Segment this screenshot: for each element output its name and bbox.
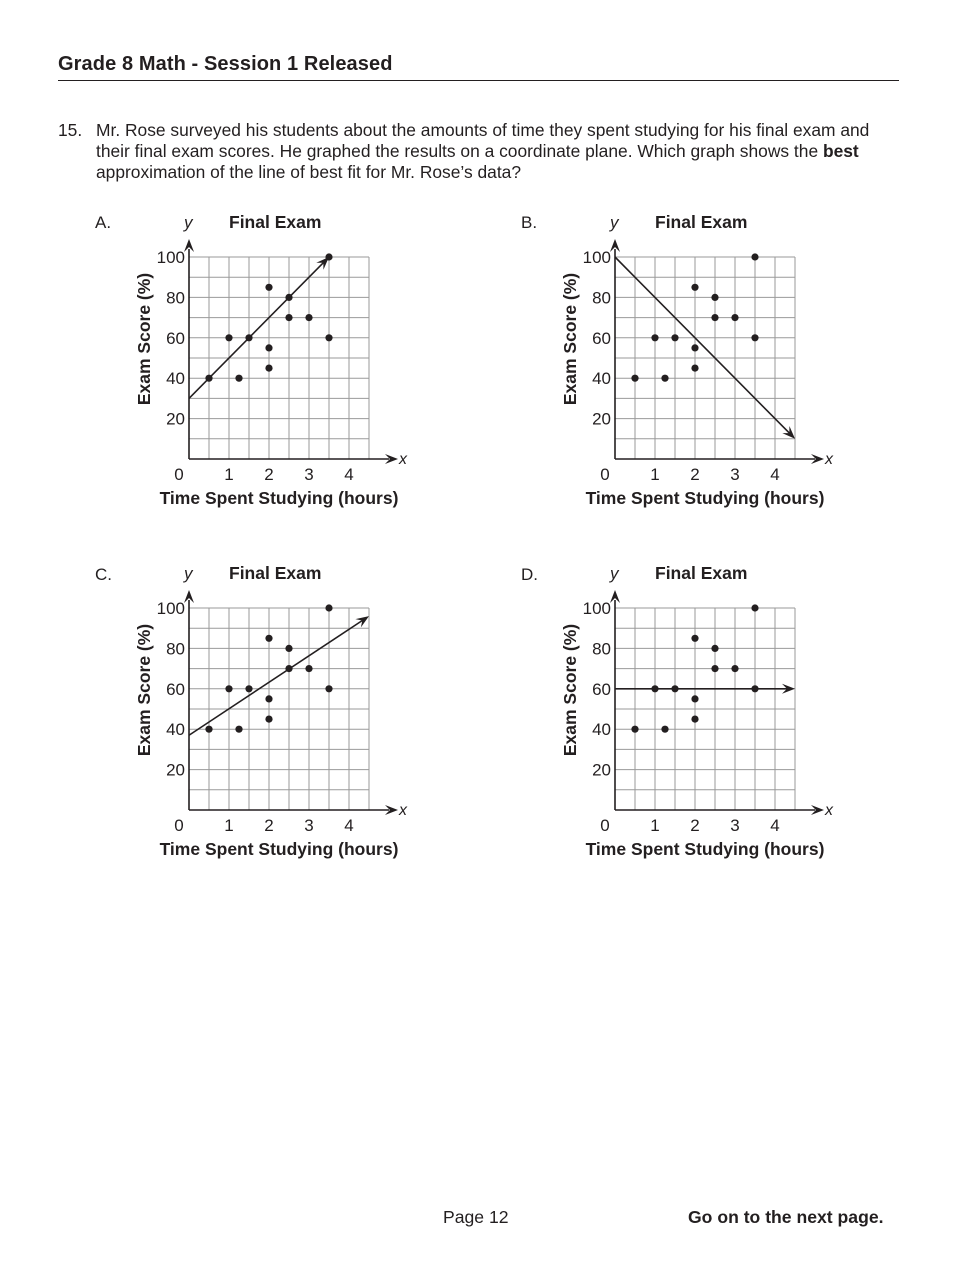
- data-point: [205, 726, 212, 733]
- x-tick-label: 1: [224, 816, 234, 835]
- x-axis-letter: x: [825, 451, 833, 468]
- data-point: [325, 685, 332, 692]
- question-number: 15.: [58, 120, 83, 140]
- y-axis-letter: y: [184, 564, 193, 583]
- data-point: [325, 334, 332, 341]
- option-label: D.: [521, 565, 538, 584]
- y-axis-title: Exam Score (%): [134, 623, 154, 757]
- data-point: [265, 344, 272, 351]
- y-tick-label: 20: [166, 409, 185, 429]
- y-tick-label: 100: [582, 248, 611, 267]
- x-tick-label: 2: [264, 465, 274, 484]
- page-number: Page 12: [443, 1207, 509, 1227]
- data-point: [691, 695, 698, 702]
- data-point: [235, 726, 242, 733]
- data-point: [245, 334, 252, 341]
- question-text-part1: Mr. Rose surveyed his students about the amounts of time they spent studying for his final exam and their final exam scores. He graphed the results on a coordinate plane. Which graph shows the: [96, 120, 870, 161]
- x-tick-label: 1: [650, 465, 660, 484]
- graph-option-c: [95, 563, 408, 859]
- x-tick-label: 2: [690, 816, 700, 835]
- x-tick-label: 0: [600, 465, 610, 484]
- chart-title: Final Exam: [229, 563, 322, 583]
- y-tick-label: 20: [592, 409, 611, 429]
- x-tick-label: 4: [344, 465, 354, 484]
- data-point: [285, 314, 292, 321]
- x-tick-label: 2: [690, 465, 700, 484]
- y-axis-title: Exam Score (%): [134, 272, 154, 406]
- x-axis-letter: x: [825, 802, 833, 819]
- data-point: [691, 716, 698, 723]
- y-tick-label: 20: [592, 760, 611, 780]
- question-text-part2: approximation of the line of best fit for Mr. Rose’s data?: [96, 162, 522, 182]
- data-point: [225, 334, 232, 341]
- data-point: [711, 314, 718, 321]
- data-point: [731, 665, 738, 672]
- x-axis-title: Time Spent Studying (hours): [585, 839, 825, 859]
- chart-title: Final Exam: [655, 563, 748, 583]
- x-tick-label: 4: [344, 816, 354, 835]
- data-point: [305, 314, 312, 321]
- x-tick-label: 3: [304, 465, 314, 484]
- data-point: [691, 365, 698, 372]
- y-tick-label: 20: [166, 760, 185, 780]
- y-tick-label: 100: [582, 599, 611, 618]
- data-point: [751, 604, 758, 611]
- y-axis-title: Exam Score (%): [560, 272, 580, 406]
- data-point: [651, 685, 658, 692]
- y-tick-label: 80: [166, 639, 185, 659]
- x-axis-title: Time Spent Studying (hours): [585, 488, 825, 508]
- data-point: [265, 284, 272, 291]
- chart-title: Final Exam: [229, 212, 322, 232]
- x-axis-title: Time Spent Studying (hours): [159, 839, 399, 859]
- y-tick-label: 80: [592, 639, 611, 659]
- data-point: [651, 334, 658, 341]
- data-point: [711, 665, 718, 672]
- x-tick-label: 4: [770, 816, 780, 835]
- data-point: [691, 635, 698, 642]
- data-point: [205, 375, 212, 382]
- option-label: C.: [95, 565, 112, 584]
- page-header-title: Grade 8 Math - Session 1 Released: [58, 53, 393, 75]
- data-point: [235, 375, 242, 382]
- data-point: [245, 685, 252, 692]
- option-label: B.: [521, 213, 538, 232]
- data-point: [661, 375, 668, 382]
- data-point: [325, 604, 332, 611]
- x-axis-letter: x: [399, 451, 407, 468]
- x-axis-title: Time Spent Studying (hours): [159, 488, 399, 508]
- fit-line: [615, 257, 789, 433]
- data-point: [225, 685, 232, 692]
- graph-option-a: [95, 212, 408, 508]
- data-point: [325, 253, 332, 260]
- chart-title: Final Exam: [655, 212, 748, 232]
- data-point: [265, 716, 272, 723]
- data-point: [285, 294, 292, 301]
- data-point: [691, 284, 698, 291]
- data-point: [751, 685, 758, 692]
- y-tick-label: 40: [592, 369, 611, 389]
- y-axis-letter: y: [610, 564, 619, 583]
- data-point: [265, 365, 272, 372]
- y-tick-label: 100: [156, 599, 185, 618]
- option-label: A.: [95, 213, 112, 232]
- y-tick-label: 60: [592, 679, 611, 699]
- x-tick-label: 4: [770, 465, 780, 484]
- x-tick-label: 0: [174, 465, 184, 484]
- data-point: [305, 665, 312, 672]
- question-text-bold: best: [822, 141, 859, 161]
- data-point: [265, 635, 272, 642]
- y-axis-title: Exam Score (%): [560, 623, 580, 757]
- y-axis-letter: y: [184, 213, 193, 232]
- y-tick-label: 100: [156, 248, 185, 267]
- x-axis-letter: x: [399, 802, 407, 819]
- data-point: [691, 344, 698, 351]
- data-point: [711, 645, 718, 652]
- x-tick-label: 3: [730, 816, 740, 835]
- y-tick-label: 80: [592, 288, 611, 308]
- y-tick-label: 60: [166, 328, 185, 348]
- data-point: [671, 685, 678, 692]
- data-point: [751, 334, 758, 341]
- next-page-note: Go on to the next page.: [688, 1207, 884, 1227]
- x-tick-label: 0: [600, 816, 610, 835]
- data-point: [285, 645, 292, 652]
- x-tick-label: 0: [174, 816, 184, 835]
- x-tick-label: 1: [650, 816, 660, 835]
- y-tick-label: 40: [166, 720, 185, 740]
- y-tick-label: 40: [592, 720, 611, 740]
- data-point: [631, 375, 638, 382]
- data-point: [671, 334, 678, 341]
- data-point: [661, 726, 668, 733]
- data-point: [751, 253, 758, 260]
- data-point: [711, 294, 718, 301]
- x-tick-label: 2: [264, 816, 274, 835]
- x-tick-label: 1: [224, 465, 234, 484]
- y-axis-letter: y: [610, 213, 619, 232]
- data-point: [731, 314, 738, 321]
- fit-line: [189, 620, 362, 735]
- data-point: [285, 665, 292, 672]
- y-tick-label: 40: [166, 369, 185, 389]
- x-tick-label: 3: [304, 816, 314, 835]
- graph-option-b: [521, 212, 834, 508]
- data-point: [631, 726, 638, 733]
- data-point: [265, 695, 272, 702]
- y-tick-label: 60: [166, 679, 185, 699]
- y-tick-label: 60: [592, 328, 611, 348]
- x-tick-label: 3: [730, 465, 740, 484]
- y-tick-label: 80: [166, 288, 185, 308]
- fit-line-arrow: [355, 616, 369, 627]
- graph-option-d: [521, 563, 834, 859]
